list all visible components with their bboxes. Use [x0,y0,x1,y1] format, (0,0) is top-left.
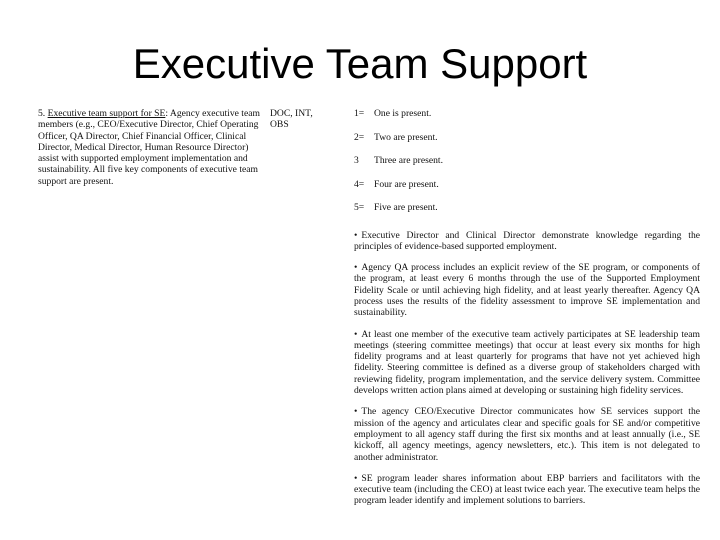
rating-text: Three are present. [374,155,443,166]
criterion-text: Executive Director and Clinical Director demonstrate knowledge regarding the principles of evidence-based supported employment. [354,229,700,252]
rating-number: 2= [354,131,365,143]
rating-scale [354,108,700,517]
criterion-item [354,230,700,253]
data-sources [270,108,330,131]
rating-text: Four are present. [374,178,439,190]
rating-row [354,132,700,156]
fidelity-scale-scan [38,108,702,540]
rating-number: 5= [354,202,365,213]
rating-number: 4= [354,178,365,190]
rating-text: One is present. [374,108,432,119]
criterion-text: Agency QA process includes an explicit review of the SE program, or components of the program, at least every 6 months through the use of the Supported Employment Fidelity Scale or until achieving high fidelity, and at least yearly thereafter. Agency QA process uses the results of the fidelity assessment to improve SE implementation and sustainability. [354,262,700,319]
item-number: 5. [38,108,46,119]
bullet-icon: • [354,406,358,418]
rating-text: Two are present. [374,131,438,143]
slide-title: Executive Team Support [132,40,588,87]
rating-number: 1= [354,108,365,119]
criterion-item [354,406,700,462]
bullet-icon: • [354,229,358,241]
rating-row [354,108,700,132]
rating-row [354,179,700,203]
bullet-icon: • [354,472,358,484]
rating-row [354,202,700,226]
criterion-item [354,329,700,397]
criterion-text: SE program leader shares information about EBP barriers and facilitators with the executive team (including the CEO) at least twice each year. The executive team helps the program leader identify and implement solutions to barriers. [354,472,700,507]
rating-row [354,155,700,179]
rating-number: 3 [354,155,359,166]
criterion-item [354,473,700,507]
criterion-item [354,262,700,318]
item-description [38,108,270,187]
bullet-icon: • [354,262,358,274]
criterion-text: The agency CEO/Executive Director communicates how SE services support the mission of the agency and articulates clear and specific goals for SE and/or competitive employment to all agency staff during the first six months and at least annually (i.e., SE kickoff, all agency meetings, agency newsletters, etc.). This item is not delegated to another administrator. [354,406,700,463]
data-sources-line-1: DOC, INT, [270,108,313,119]
rating-text: Five are present. [374,202,438,213]
data-sources-line-2: OBS [270,119,289,131]
criterion-text: At least one member of the executive team actively participates at SE leadership team meetings (steering committee meetings) that occur at least every six months for high fidelity programs and at least quarterly for programs that have not yet achieved high fidelity. Steering committee is defined as a diverse group of stakeholders charged with reviewing fidelity, program implementation, and the service delivery system. Committee develops written action plans aimed at developing or sustaining high fidelity services. [354,328,700,397]
item-heading: Executive team support for SE [47,108,166,119]
item-description-text: : Agency executive team members (e.g., CEO/Executive Director, Chief Operating Officer, QA Director, Chief Financial Officer, Clinical Director, Medical Director, Human Resource Director) assist with supported employment implementation and sustainability. All five key components of executive team support are present. [38,108,260,187]
bullet-icon: • [354,328,358,340]
